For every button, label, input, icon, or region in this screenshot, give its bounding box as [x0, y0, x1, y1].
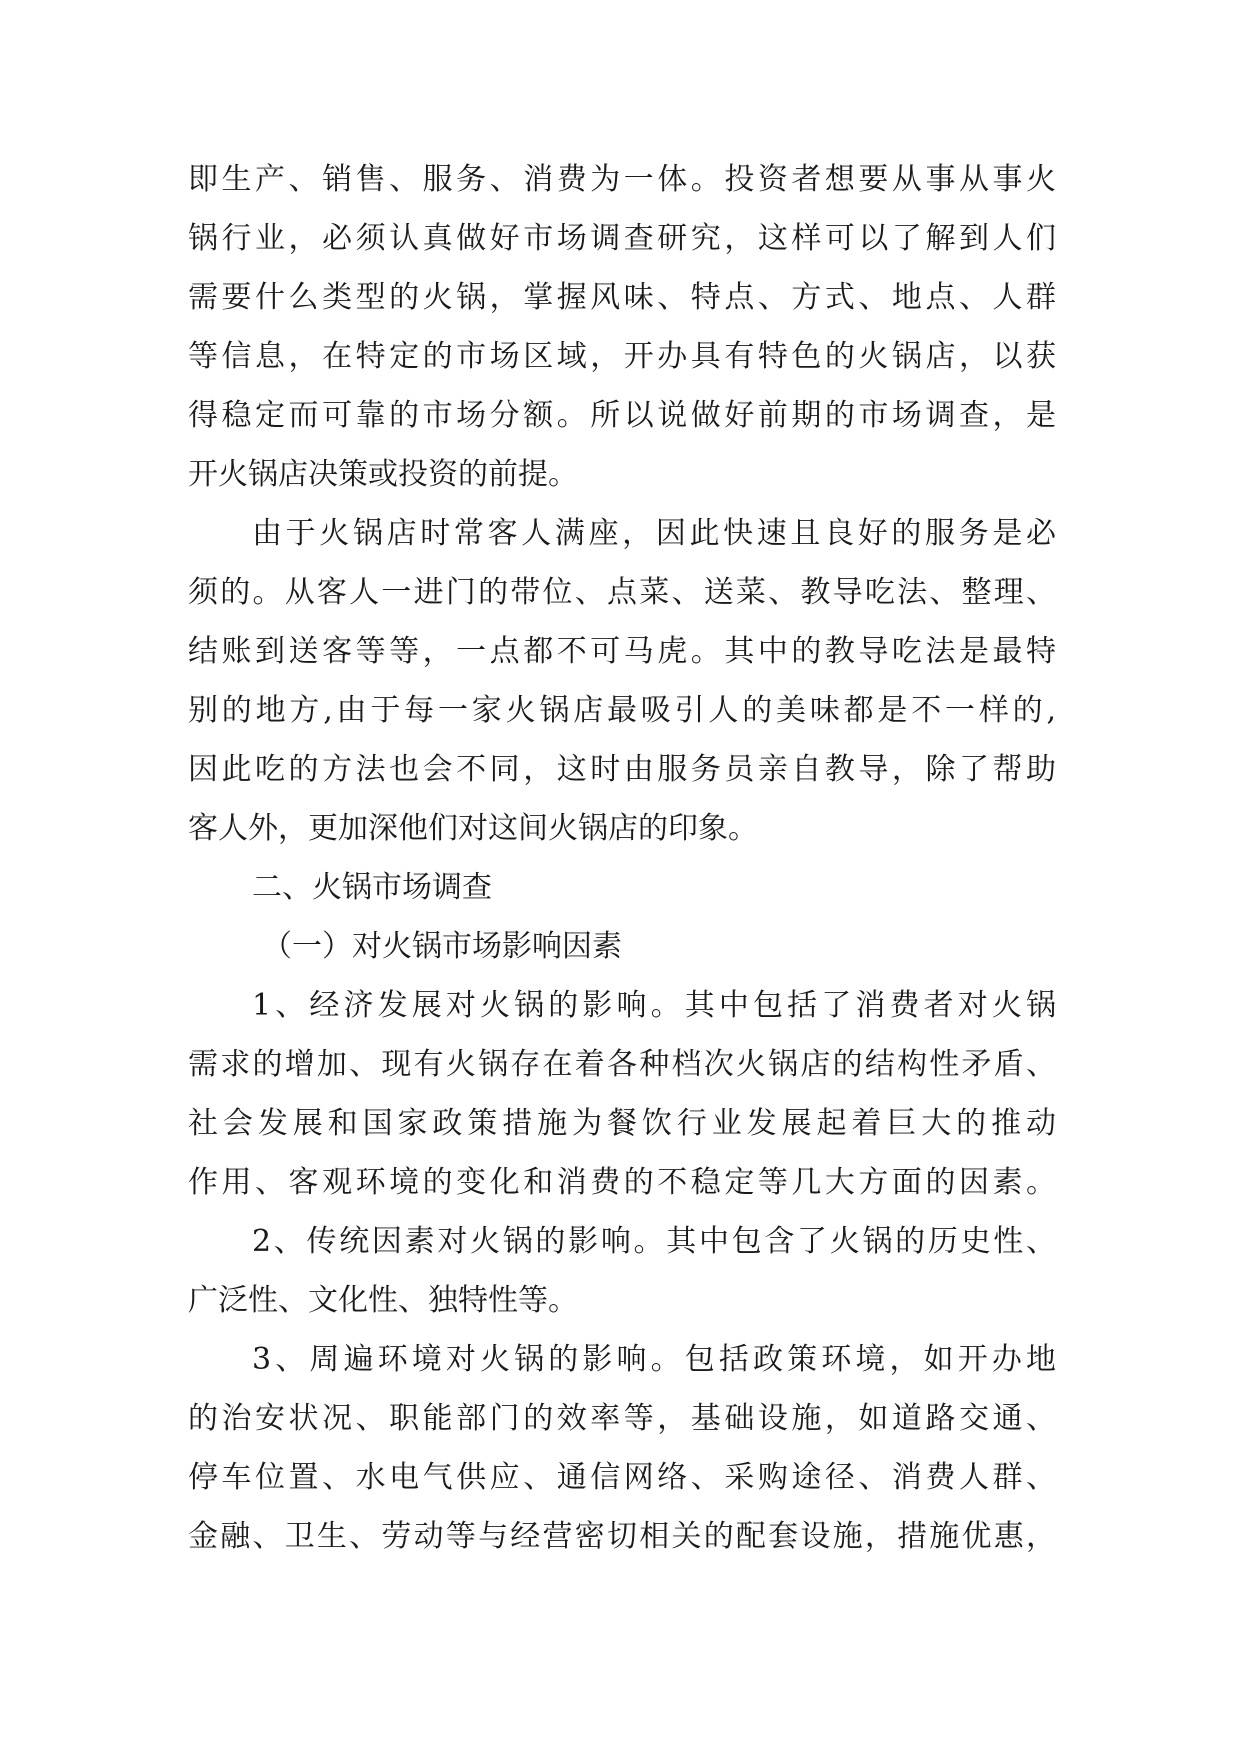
text-line: 须的。从客人一进门的带位、点菜、送菜、教导吃法、整理、: [188, 575, 1056, 610]
text-line: 作用、客观环境的变化和消费的不稳定等几大方面的因素。: [188, 1165, 1056, 1200]
heading-line: 二、火锅市场调查: [252, 870, 492, 905]
text-line: 开火锅店决策或投资的前提。: [188, 457, 578, 492]
text-line: 金融、卫生、劳动等与经营密切相关的配套设施，措施优惠，: [188, 1519, 1056, 1554]
heading-line: （一）对火锅市场影响因素: [262, 929, 622, 964]
text-line: 客人外，更加深他们对这间火锅店的印象。: [188, 811, 758, 846]
paragraph: [188, 1330, 1056, 1566]
document-body: [188, 150, 1056, 1566]
paragraph: [188, 504, 1056, 858]
text-line: 2、传统因素对火锅的影响。其中包含了火锅的历史性、: [252, 1224, 1056, 1259]
text-line: 别的地方,由于每一家火锅店最吸引人的美味都是不一样的,: [188, 693, 1056, 728]
text-line: 1、经济发展对火锅的影响。其中包括了消费者对火锅: [252, 988, 1056, 1023]
text-line: 3、周遍环境对火锅的影响。包括政策环境，如开办地: [252, 1342, 1056, 1377]
paragraph: [188, 150, 1056, 504]
text-line: 即生产、销售、服务、消费为一体。投资者想要从事从事火: [188, 162, 1056, 197]
text-line: 得稳定而可靠的市场分额。所以说做好前期的市场调查，是: [188, 398, 1056, 433]
subsection-heading: [188, 917, 1056, 976]
text-line: 社会发展和国家政策措施为餐饮行业发展起着巨大的推动: [188, 1106, 1056, 1141]
text-line: 的治安状况、职能部门的效率等，基础设施，如道路交通、: [188, 1401, 1056, 1436]
text-line: 等信息，在特定的市场区域，开办具有特色的火锅店，以获: [188, 339, 1056, 374]
text-line: 广泛性、文化性、独特性等。: [188, 1283, 578, 1318]
text-line: 由于火锅店时常客人满座，因此快速且良好的服务是必: [252, 516, 1056, 551]
section-heading: [188, 858, 1056, 917]
paragraph: [188, 976, 1056, 1212]
text-line: 锅行业，必须认真做好市场调查研究，这样可以了解到人们: [188, 221, 1056, 256]
text-line: 需要什么类型的火锅，掌握风味、特点、方式、地点、人群: [188, 280, 1056, 315]
text-line: 因此吃的方法也会不同，这时由服务员亲自教导，除了帮助: [188, 752, 1056, 787]
text-line: 需求的增加、现有火锅存在着各种档次火锅店的结构性矛盾、: [188, 1047, 1056, 1082]
text-line: 结账到送客等等，一点都不可马虎。其中的教导吃法是最特: [188, 634, 1056, 669]
paragraph: [188, 1212, 1056, 1330]
text-line: 停车位置、水电气供应、通信网络、采购途径、消费人群、: [188, 1460, 1056, 1495]
